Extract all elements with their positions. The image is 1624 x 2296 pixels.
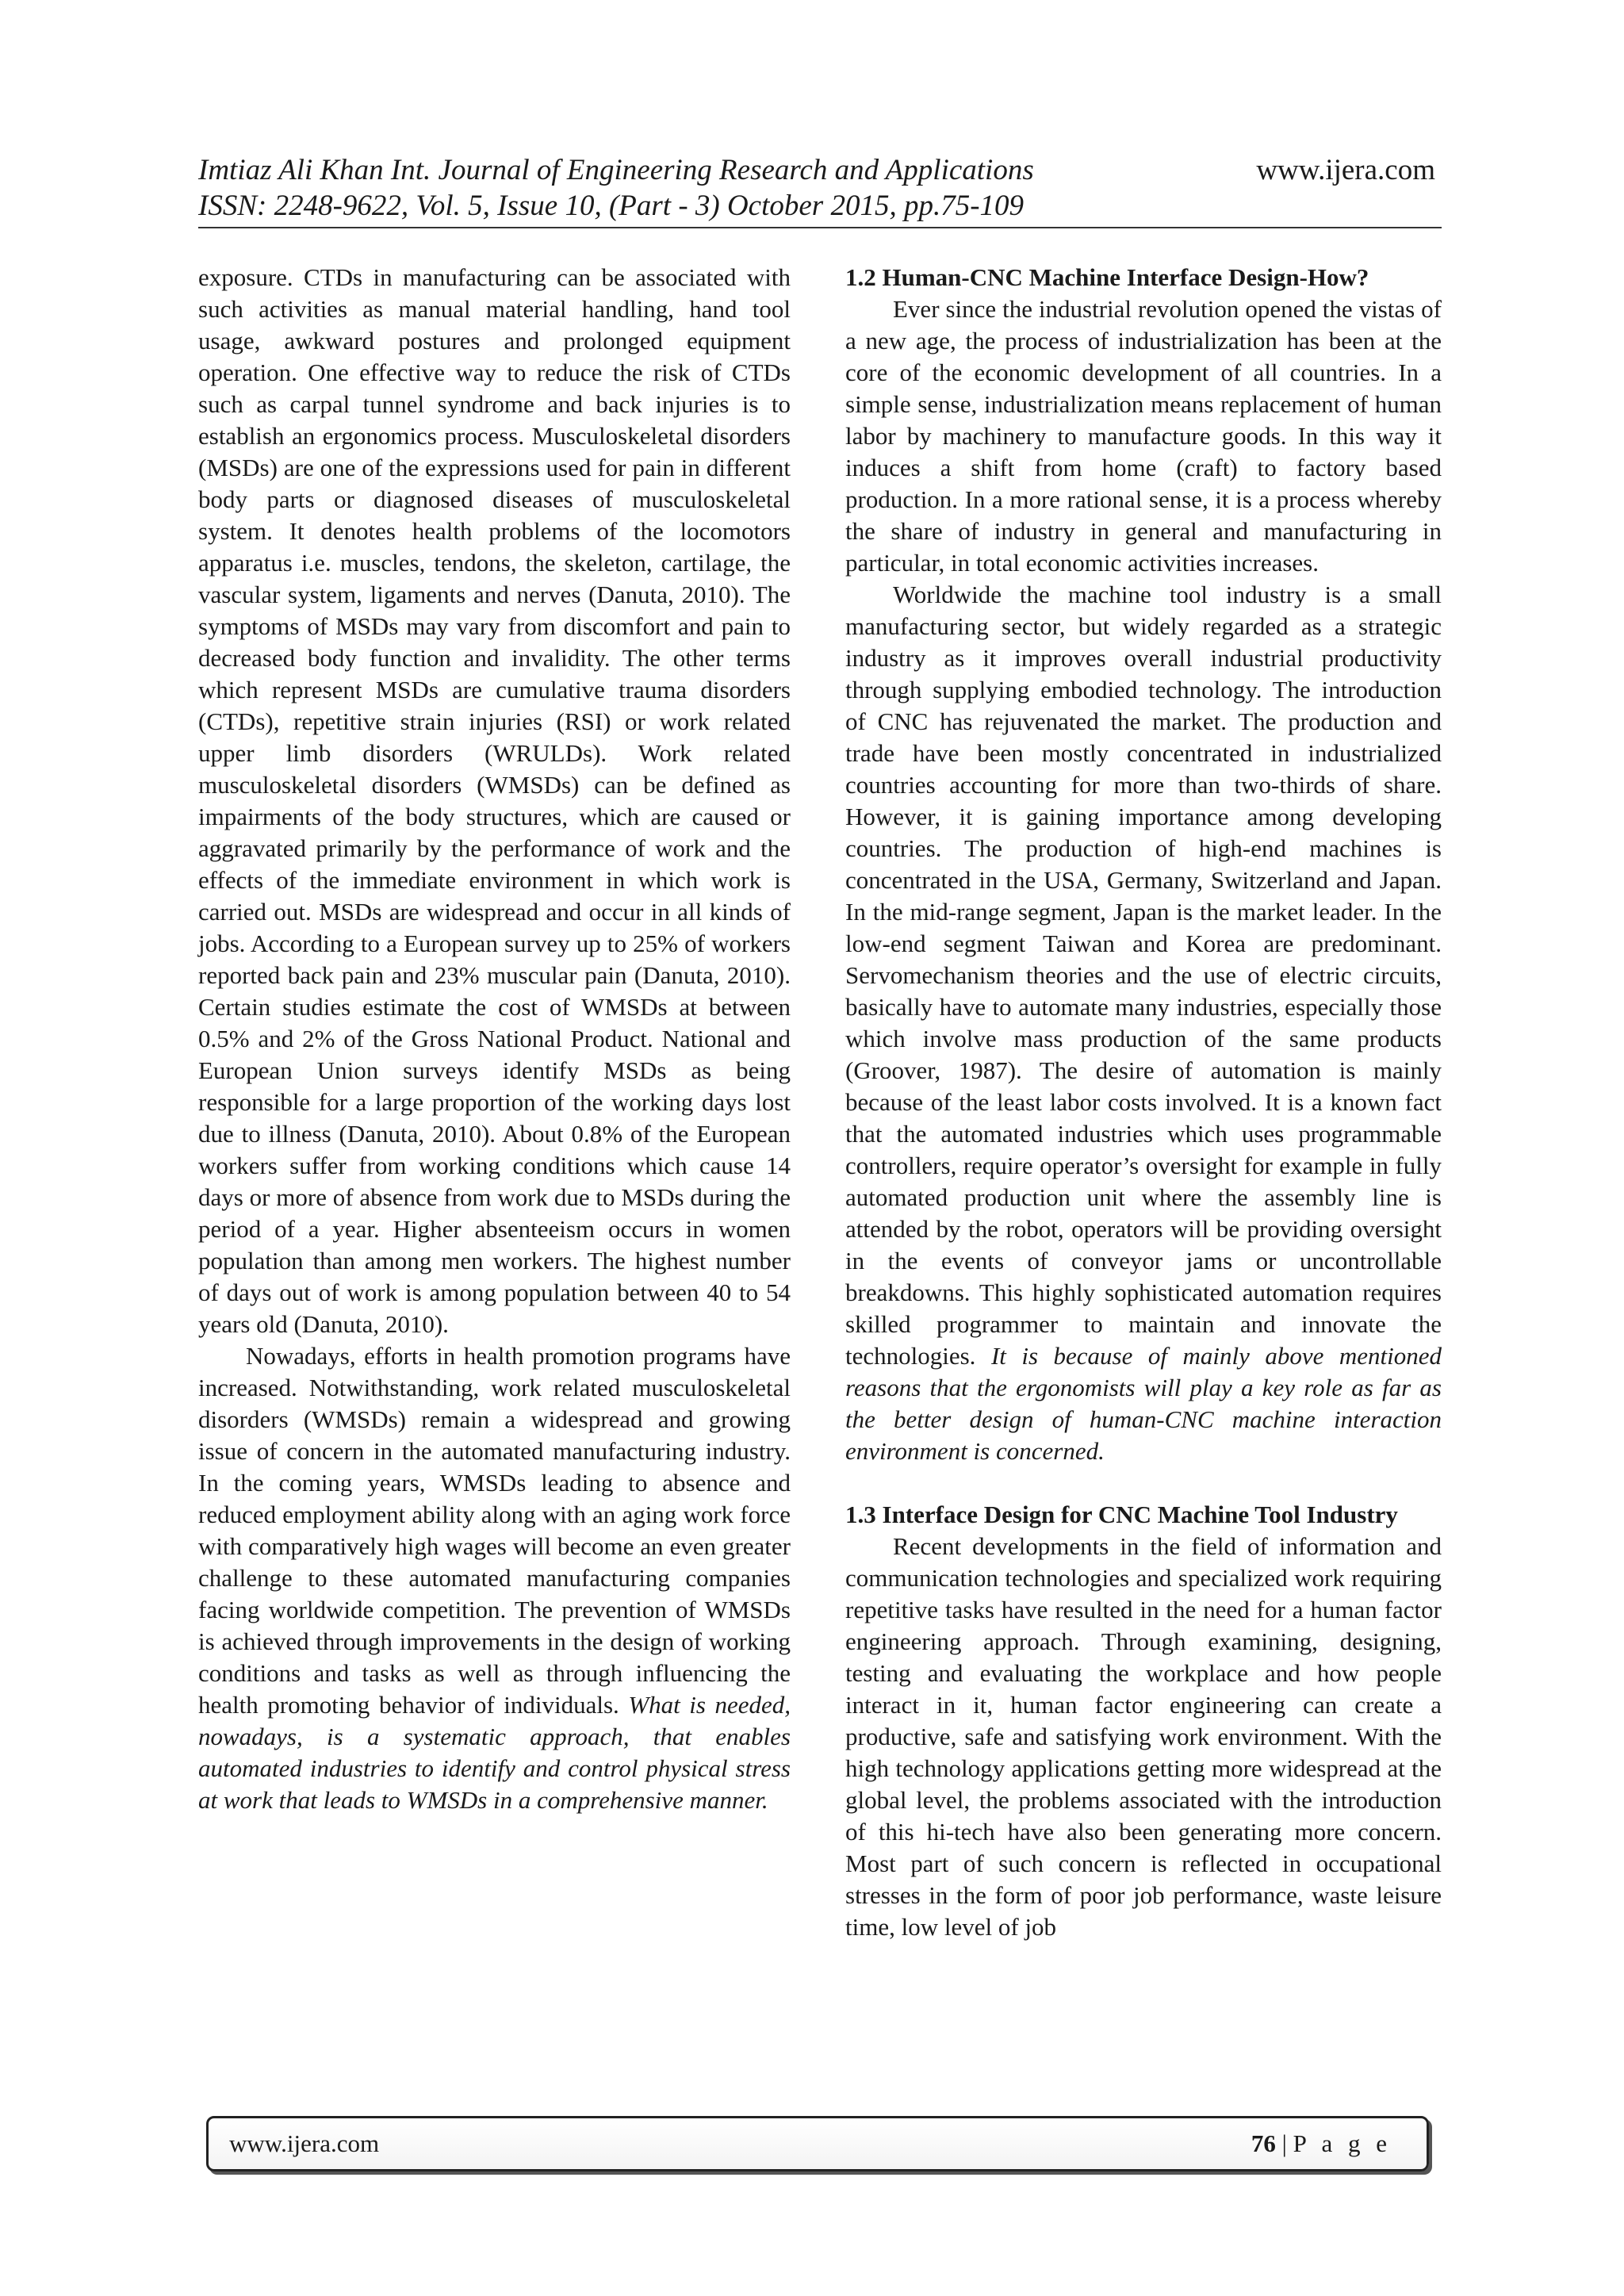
emphasized-text: It is because of mainly above mentioned reasons that the ergonomists will play a key role as far as the better design of human-CNC machine interaction environment is concerned.: [845, 1342, 1442, 1465]
paragraph-text: Nowadays, efforts in health promotion programs have increased. Notwithstanding, work related musculoskeletal disorders (WMSDs) remain a widespread and growing issue of concern in the automated manufacturing industry. In the coming years, WMSDs leading to absence and reduced employment ability along with an aging work force with comparatively high wages will become an even greater challenge to these automated manufacturing companies facing worldwide competition. The prevention of WMSDs is achieved through improvements in the design of working conditions and tasks as well as through influencing the health promoting behavior of individuals.: [198, 1342, 791, 1719]
header-divider: [198, 227, 1442, 228]
section-heading: 1.3 Interface Design for CNC Machine Tool Industry: [845, 1501, 1398, 1528]
body-paragraph: Recent developments in the field of information and communication technologies and specialized work requiring repetitive tasks have resulted in the need for a human factor engineering approach. Through examining, designing, testing and evaluating the workplace and how people interact in it, human factor engineering can create a productive, safe and satisfying work environment. With the high technology applications getting more widespread at the global level, the problems associated with the introduction of this hi-tech have also been generating more concern. Most part of such concern is reflected in occupational stresses in the form of poor job performance, waste leisure time, low level of job: [845, 1532, 1442, 1941]
body-paragraph: [845, 579, 1442, 1467]
page-number: 76: [1251, 2129, 1276, 2157]
footer-url[interactable]: www.ijera.com: [229, 2129, 380, 2157]
header-line-1: [198, 152, 1435, 188]
body-paragraph: exposure. CTDs in manufacturing can be associated with such activities as manual material handling, hand tool usage, awkward postures and prolonged equipment operation. One effective way to reduce the risk of CTDs such as carpal tunnel syndrome and back injuries is to establish an ergonomics process. Musculoskeletal disorders (MSDs) are one of the expressions used for pain in different body parts or diagnosed diseases of musculoskeletal system. It denotes health problems of the locomotors apparatus i.e. muscles, tendons, the skeleton, cartilage, the vascular system, ligaments and nerves (Danuta, 2010). The symptoms of MSDs may vary from discomfort and pain to decreased body function and invalidity. The other terms which represent MSDs are cumulative trauma disorders (CTDs), repetitive strain injuries (RSI) or work related upper limb disorders (WRULDs). Work related musculoskeletal disorders (WMSDs) can be defined as impairments of the body structures, which are caused or aggravated primarily by the performance of work and the effects of the immediate environment in which work is carried out. MSDs are widespread and occur in all kinds of jobs. According to a European survey up to 25% of workers reported back pain and 23% muscular pain (Danuta, 2010). Certain studies estimate the cost of WMSDs at between 0.5% and 2% of the Gross National Product. National and European Union surveys identify MSDs as being responsible for a large proportion of the working days lost due to illness (Danuta, 2010). About 0.8% of the European workers suffer from working conditions which cause 14 days or more of absence from work due to MSDs during the period of a year. Higher absenteeism occurs in women population than among men workers. The highest number of days out of work is among population between 40 to 54 years old (Danuta, 2010).: [198, 263, 791, 1338]
emphasized-text: What is needed, nowadays, is a systematic approach, that enables automated industries to identify and control physical stress at work that leads to WMSDs in a comprehensive manner.: [198, 1691, 791, 1814]
page-label: P a g e: [1293, 2129, 1392, 2157]
right-column: [845, 262, 1442, 1943]
page-footer: [206, 2116, 1429, 2171]
body-paragraph: Ever since the industrial revolution opened the vistas of a new age, the process of industrialization has been at the core of the economic development of all countries. In a simple sense, industrialization means replacement of human labor by machinery to manufacture goods. In this way it induces a shift from home (craft) to factory based production. In a more rational sense, it is a process whereby the share of industry in general and manufacturing in particular, in total economic activities increases.: [845, 295, 1442, 577]
header-url[interactable]: www.ijera.com: [1256, 154, 1435, 186]
running-header: [198, 152, 1435, 224]
journal-issn: ISSN: 2248-9622, Vol. 5, Issue 10, (Part - 3) October 2015, pp.75-109: [198, 190, 1025, 222]
left-column: [198, 262, 791, 1816]
body-paragraph: [198, 1340, 791, 1816]
paragraph-text: Worldwide the machine tool industry is a small manufacturing sector, but widely regarded as a strategic industry as it improves overall industrial productivity through supplying embodied technology. The introduction of CNC has rejuvenated the market. The production and trade have been mostly concentrated in industrialized countries accounting for more than two-thirds of share. However, it is gaining importance among developing countries. The production of high-end machines is concentrated in the USA, Germany, Switzerland and Japan. In the mid-range segment, Japan is the market leader. In the low-end segment Taiwan and Korea are predominant. Servomechanism theories and the use of electric circuits, basically have to automate many industries, especially those which involve mass production of the same products (Groover, 1987). The desire of automation is mainly because of the least labor costs involved. It is a known fact that the automated industries which uses programmable controllers, require operator’s oversight for example in fully automated production unit where the assembly line is attended by the robot, operators will be providing oversight in the events of conveyor jams or uncontrollable breakdowns. This highly sophisticated automation requires skilled programmer to maintain and innovate the technologies.: [845, 581, 1442, 1370]
section-heading: 1.2 Human-CNC Machine Interface Design-How?: [845, 263, 1369, 291]
page-separator: |: [1275, 2129, 1293, 2157]
journal-citation: Imtiaz Ali Khan Int. Journal of Engineering Research and Applications: [198, 154, 1034, 186]
page-indicator: [1251, 2129, 1392, 2158]
